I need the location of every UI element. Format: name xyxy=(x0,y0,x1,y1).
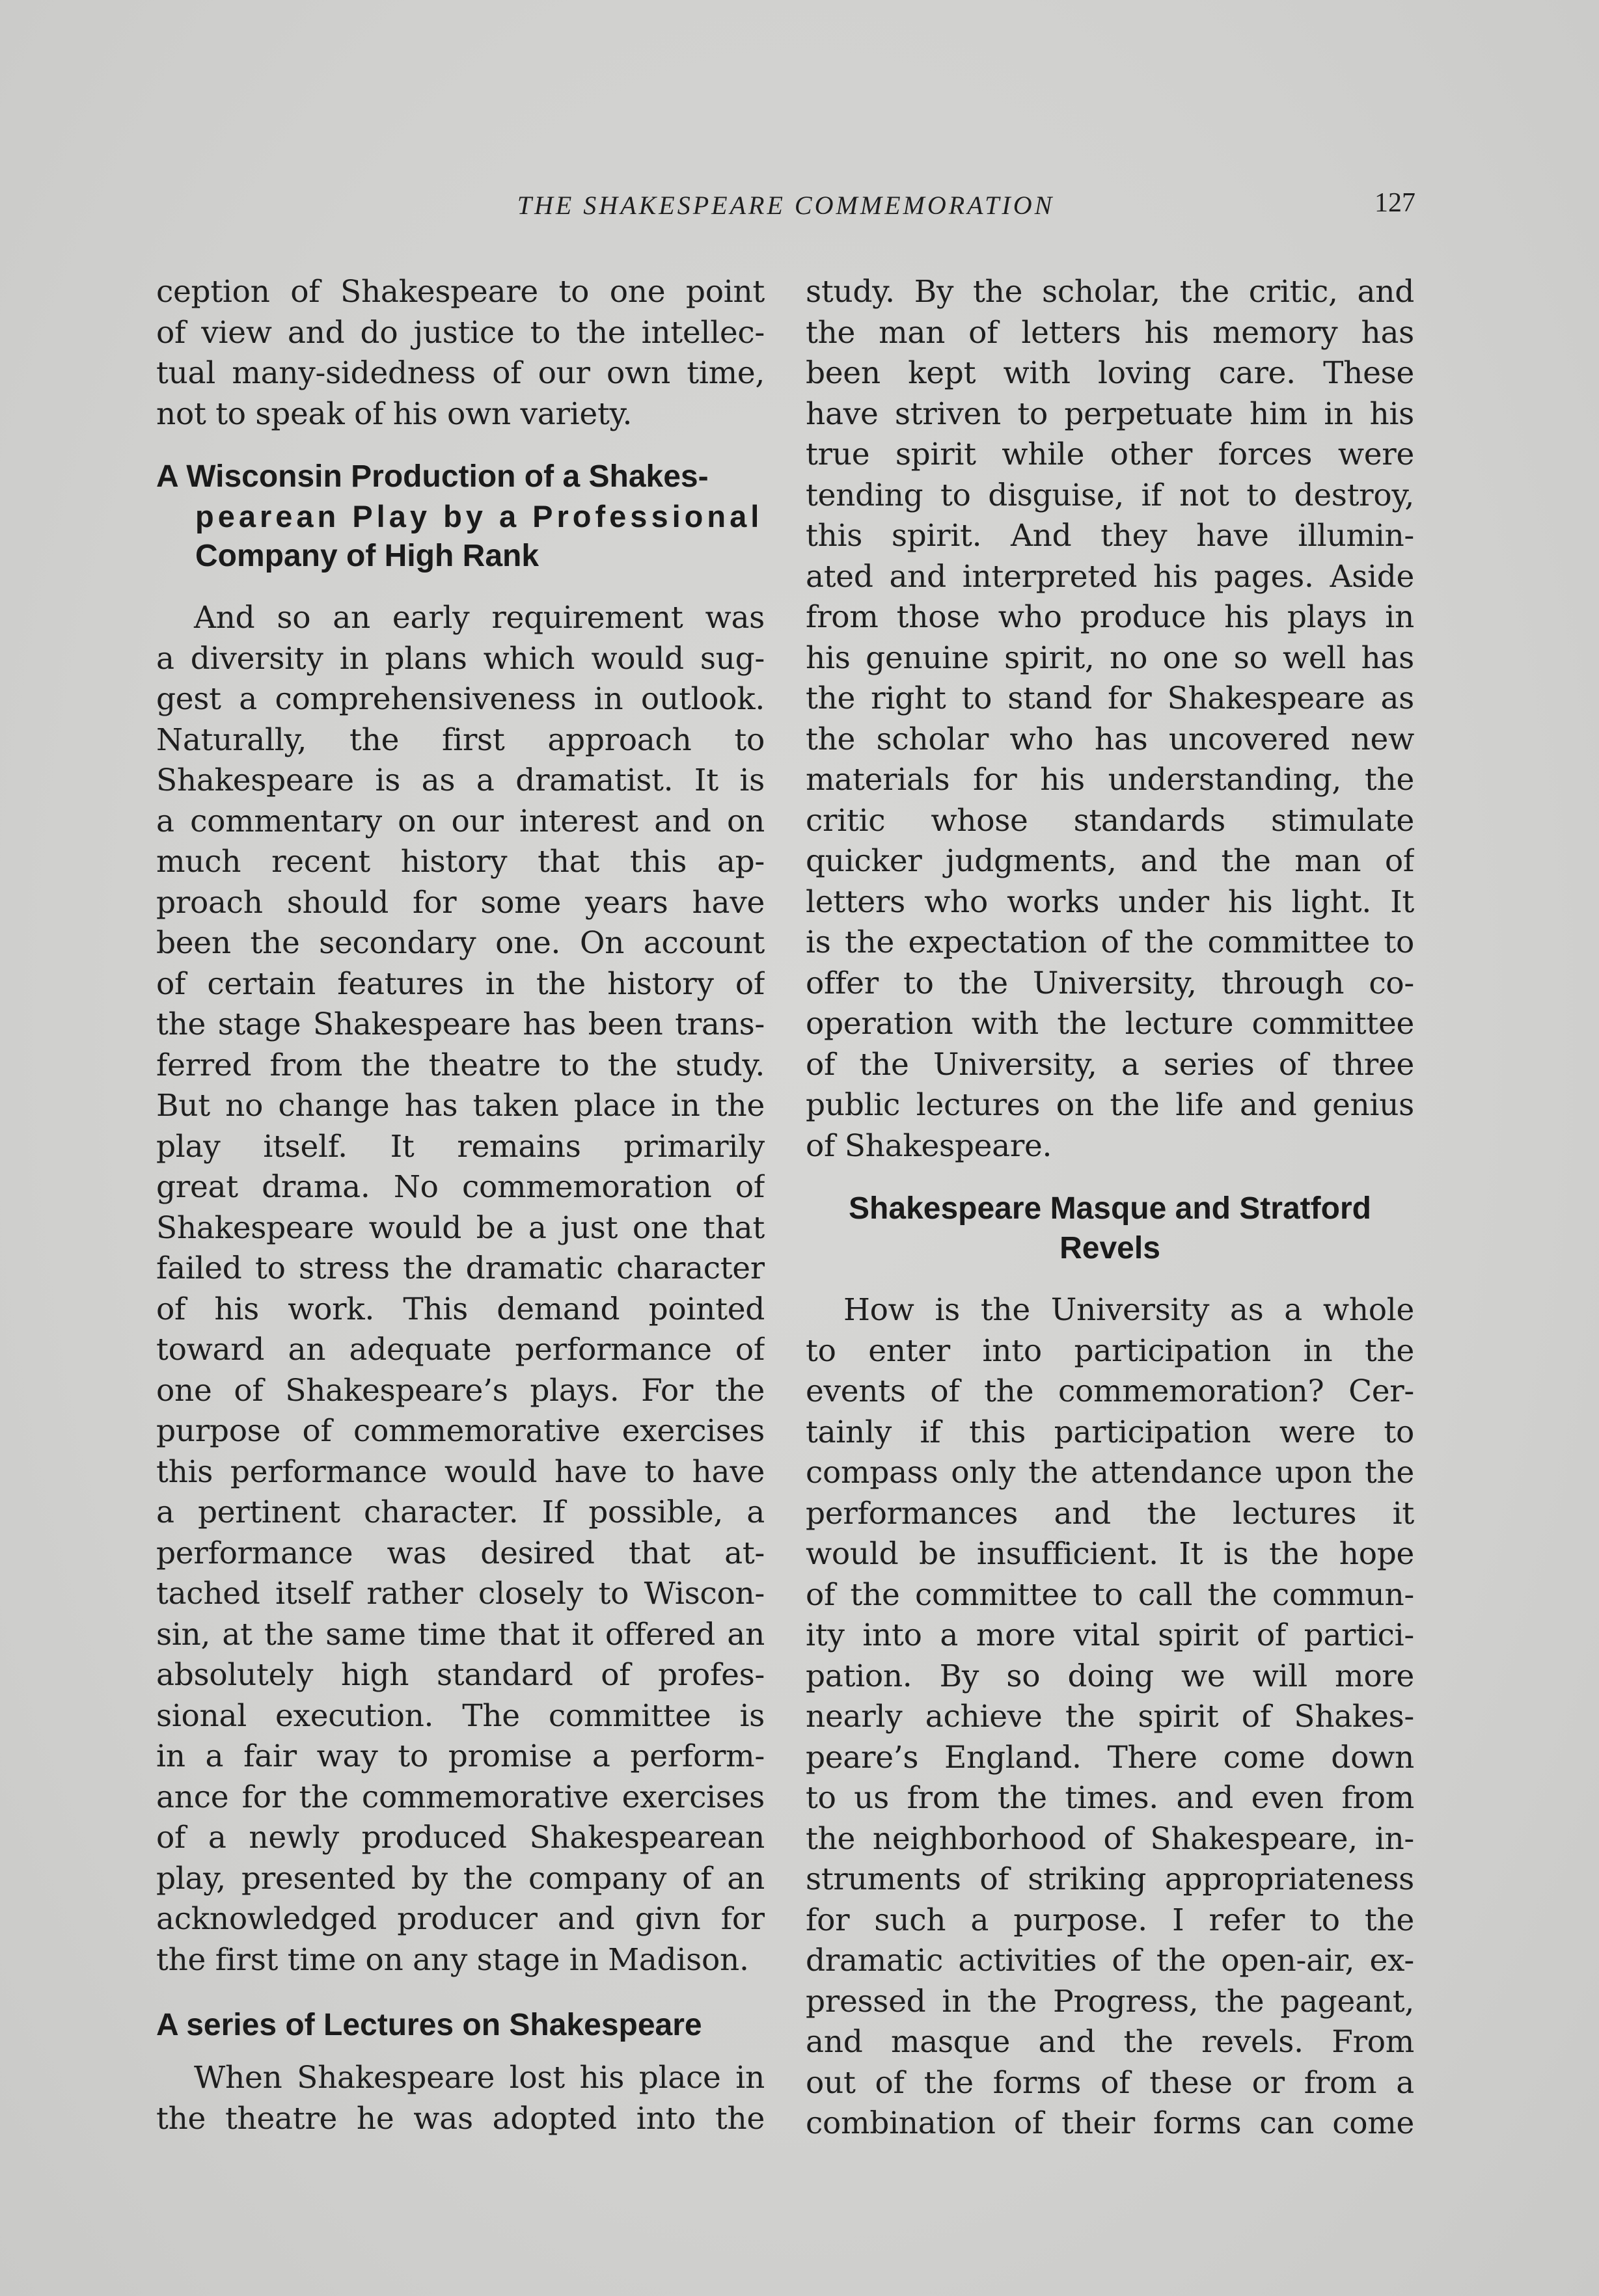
text-line: of certain features in the history of xyxy=(156,966,765,1002)
text-line: a commentary on our interest and on xyxy=(156,803,765,839)
text-line: ated and interpreted his pages. Aside xyxy=(806,558,1414,595)
text-line: of the committee to call the commun- xyxy=(806,1576,1414,1613)
section-heading-masque-revels xyxy=(806,1189,1414,1268)
text-line: But no change has taken place in the xyxy=(156,1088,765,1124)
text-line: a pertinent character. If possible, a xyxy=(156,1494,765,1530)
text-line: pressed in the Progress, the pageant, xyxy=(806,1983,1414,2019)
section-heading-lectures xyxy=(156,2005,765,2045)
text-line: sin, at the same time that it offered an xyxy=(156,1616,765,1653)
heading-line: Company of High Rank xyxy=(195,539,540,573)
text-line: play itself. It remains primarily xyxy=(156,1128,765,1165)
text-line: ity into a more vital spirit of partici- xyxy=(806,1617,1414,1653)
text-line: ance for the commemorative exercises xyxy=(156,1779,765,1815)
text-line: Naturally, the first approach to xyxy=(156,722,765,758)
text-line: performances and the lectures it xyxy=(806,1495,1414,1532)
text-line: a diversity in plans which would sug- xyxy=(156,640,765,677)
text-line: offer to the University, through co- xyxy=(806,965,1414,1001)
text-line: tending to disguise, if not to destroy, xyxy=(806,477,1414,513)
text-line: proach should for some years have xyxy=(156,884,765,921)
text-line: purpose of commemorative exercises xyxy=(156,1413,765,1449)
text-line: compass only the attendance upon the xyxy=(806,1455,1414,1491)
text-line: struments of striking appropriateness xyxy=(806,1861,1414,1897)
text-line: ception of Shakespeare to one point xyxy=(156,274,765,310)
text-line: letters who works under his light. It xyxy=(806,884,1414,920)
text-line: toward an adequate performance of xyxy=(156,1332,765,1368)
text-line: from those who produce his plays in xyxy=(806,599,1414,635)
text-line: acknowledged producer and givn for xyxy=(156,1901,765,1937)
text-line: ferred from the theatre to the study. xyxy=(156,1047,765,1083)
text-line: gest a comprehensiveness in outlook. xyxy=(156,681,765,717)
text-line: the stage Shakespeare has been trans- xyxy=(156,1006,765,1042)
right-paragraph-masque xyxy=(806,1290,1414,2144)
text-line: would be insufficient. It is the hope xyxy=(806,1536,1414,1572)
text-line: And so an early requirement was xyxy=(194,600,765,636)
text-line: great drama. No commemoration of xyxy=(156,1169,765,1205)
text-line: When Shakespeare lost his place in xyxy=(194,2060,765,2096)
right-column xyxy=(806,272,1414,2144)
text-line: of Shakespeare. xyxy=(806,1128,1052,1164)
text-line: true spirit while other forces were xyxy=(806,437,1414,472)
text-line: and masque and the revels. From xyxy=(806,2024,1414,2060)
left-paragraph-production xyxy=(156,598,765,1980)
text-line: tual many-sidedness of our own time, xyxy=(156,355,765,391)
text-line: the theatre he was adopted into the xyxy=(156,2100,765,2137)
heading-line: pearean Play by a Professional xyxy=(195,499,763,533)
text-line: to us from the times. and even from xyxy=(806,1780,1414,1816)
text-line: Shakespeare would be a just one that xyxy=(156,1209,765,1246)
heading-line: A Wisconsin Production of a Shakes- xyxy=(156,459,709,494)
text-line: tainly if this participation were to xyxy=(806,1414,1414,1450)
text-line: quicker judgments, and the man of xyxy=(806,843,1414,879)
text-line: of a newly produced Shakespearean xyxy=(156,1820,765,1856)
text-line: one of Shakespeare’s plays. For the xyxy=(156,1372,765,1409)
text-line: failed to stress the dramatic character xyxy=(156,1250,765,1286)
text-line: public lectures on the life and genius xyxy=(806,1087,1414,1123)
text-line: his genuine spirit, no one so well has xyxy=(806,640,1414,676)
text-line: nearly achieve the spirit of Shakes- xyxy=(806,1699,1414,1735)
text-line: have striven to perpetuate him in his xyxy=(806,396,1414,432)
text-line: the scholar who has uncovered new xyxy=(806,721,1414,757)
text-line: of view and do justice to the intellec- xyxy=(156,314,765,351)
heading-line: Revels xyxy=(1059,1231,1160,1265)
text-line: tached itself rather closely to Wiscon- xyxy=(156,1576,765,1612)
section-heading-wisconsin-production xyxy=(156,457,765,576)
text-line: of his work. This demand pointed xyxy=(156,1291,765,1327)
text-line: been kept with loving care. These xyxy=(806,355,1414,391)
text-line: study. By the scholar, the critic, and xyxy=(806,274,1414,310)
text-line: to enter into participation in the xyxy=(806,1332,1414,1369)
text-line: for such a purpose. I refer to the xyxy=(806,1902,1414,1938)
text-line: not to speak of his own variety. xyxy=(156,396,633,432)
left-intro-paragraph xyxy=(156,272,765,435)
text-line: the right to stand for Shakespeare as xyxy=(806,681,1414,716)
text-line: in a fair way to promise a perform- xyxy=(156,1738,765,1774)
text-line: Shakespeare is as a dramatist. It is xyxy=(156,763,765,798)
text-line: out of the forms of these or from a xyxy=(806,2064,1414,2101)
right-paragraph-lectures-cont xyxy=(806,272,1414,1167)
text-line: How is the University as a whole xyxy=(843,1292,1414,1328)
text-line: pation. By so doing we will more xyxy=(806,1658,1414,1694)
text-line: operation with the lecture committee xyxy=(806,1006,1414,1042)
heading-line: A series of Lectures on Shakespeare xyxy=(156,2008,702,2042)
text-line: performance was desired that at- xyxy=(156,1535,765,1571)
text-line: been the secondary one. On account xyxy=(156,925,765,961)
text-line: this spirit. And they have illumin- xyxy=(806,518,1414,554)
text-line: absolutely high standard of profes- xyxy=(156,1657,765,1693)
running-head xyxy=(156,187,1415,226)
text-line: dramatic activities of the open-air, ex- xyxy=(806,1943,1414,1979)
text-line: play, presented by the company of an xyxy=(156,1860,765,1897)
text-line: this performance would have to have xyxy=(156,1453,765,1490)
text-line: peare’s England. There come down xyxy=(806,1739,1414,1776)
text-line: critic whose standards stimulate xyxy=(806,802,1414,839)
text-line: much recent history that this ap- xyxy=(156,844,765,880)
left-column xyxy=(156,272,765,2139)
running-title: THE SHAKESPEARE COMMEMORATION xyxy=(517,191,1055,220)
text-line: combination of their forms can come xyxy=(806,2105,1414,2141)
text-line: sional execution. The committee is xyxy=(156,1697,765,1734)
left-paragraph-lectures xyxy=(156,2058,765,2139)
text-line: events of the commemoration? Cer- xyxy=(806,1373,1414,1409)
page-number: 127 xyxy=(1374,188,1415,218)
heading-line: Shakespeare Masque and Stratford xyxy=(849,1191,1371,1226)
text-line: the man of letters his memory has xyxy=(806,314,1414,351)
text-line: the first time on any stage in Madison. xyxy=(156,1941,749,1978)
text-line: is the expectation of the committee to xyxy=(806,925,1414,960)
text-line: the neighborhood of Shakespeare, in- xyxy=(806,1820,1414,1857)
text-line: of the University, a series of three xyxy=(806,1046,1414,1083)
text-line: materials for his understanding, the xyxy=(806,762,1414,798)
